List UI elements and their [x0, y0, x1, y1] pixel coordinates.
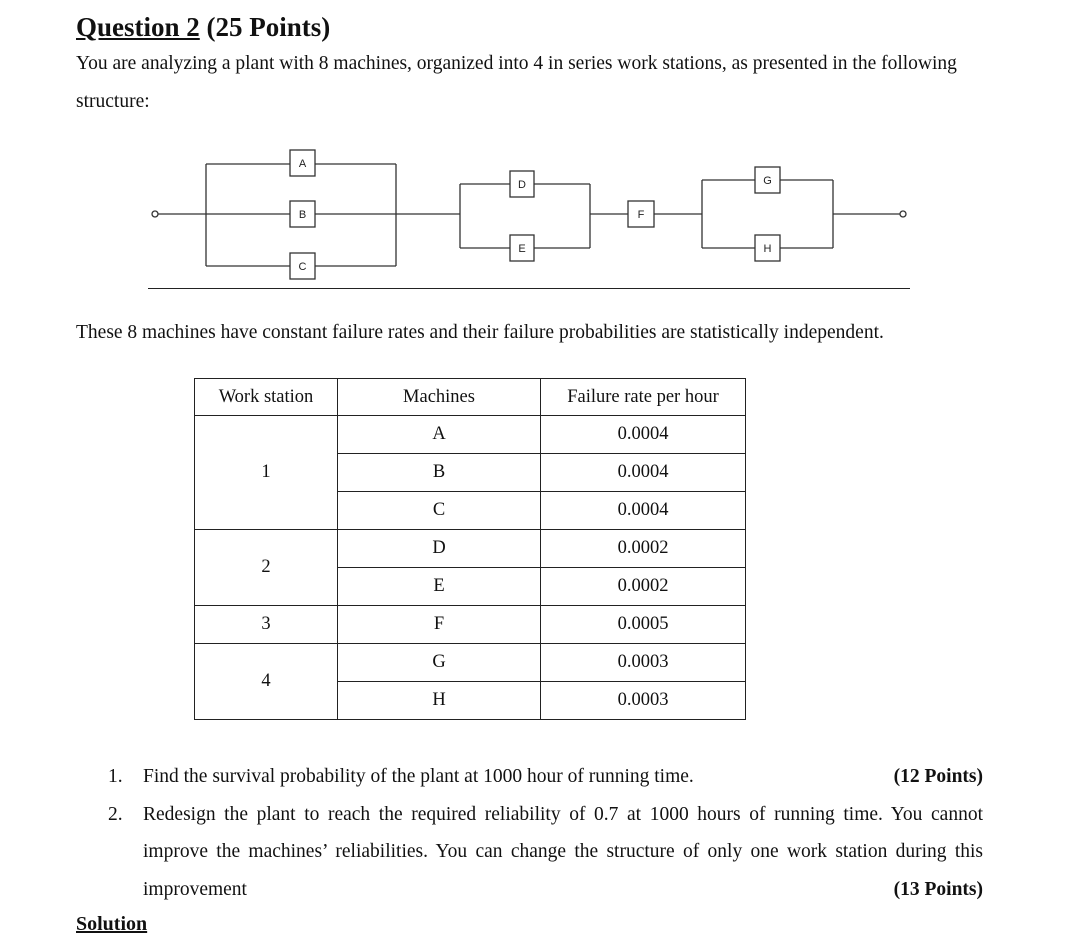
header-failure-rate: Failure rate per hour — [541, 379, 746, 416]
station-cell: 3 — [195, 606, 338, 644]
question-label: Question 2 — [76, 12, 200, 42]
output-terminal — [900, 211, 906, 217]
table-row — [195, 606, 746, 644]
machine-label: H — [763, 243, 772, 255]
reliability-block-diagram — [140, 140, 920, 290]
rate-cell: 0.0003 — [541, 644, 746, 682]
machine-cell: A — [338, 416, 541, 454]
rate-cell: 0.0004 — [541, 492, 746, 530]
header-work-station: Work station — [195, 379, 338, 416]
task-number: 1. — [108, 766, 123, 787]
rate-cell: 0.0004 — [541, 416, 746, 454]
machine-label: G — [763, 175, 772, 187]
machine-cell: G — [338, 644, 541, 682]
failure-rate-table — [194, 378, 746, 720]
rate-cell: 0.0003 — [541, 682, 746, 720]
machine-label: D — [518, 179, 526, 191]
divider-line — [148, 288, 910, 289]
machine-cell: F — [338, 606, 541, 644]
rate-cell: 0.0005 — [541, 606, 746, 644]
input-terminal — [152, 211, 158, 217]
machine-cell: E — [338, 568, 541, 606]
table-header-row — [195, 379, 746, 416]
machine-cell: C — [338, 492, 541, 530]
list-item — [108, 796, 983, 909]
station-cell: 4 — [195, 644, 338, 720]
machine-cell: H — [338, 682, 541, 720]
header-machines: Machines — [338, 379, 541, 416]
independence-statement: These 8 machines have constant failure rates and their failure probabilities are statistically independent. — [76, 322, 884, 343]
rate-cell: 0.0002 — [541, 530, 746, 568]
machine-label: C — [298, 261, 307, 273]
table-row — [195, 416, 746, 454]
table-row — [195, 644, 746, 682]
question-heading — [76, 12, 330, 43]
rate-cell: 0.0002 — [541, 568, 746, 606]
task-points: (13 Points) — [893, 878, 983, 900]
list-item — [108, 758, 983, 796]
task-number: 2. — [108, 803, 123, 825]
station-cell: 1 — [195, 416, 338, 530]
machine-label: E — [518, 243, 526, 255]
task-points: (12 Points) — [893, 766, 983, 787]
solution-label: Solution — [76, 913, 148, 935]
question-points: (25 Points) — [206, 12, 331, 42]
question-intro: You are analyzing a plant with 8 machines, organized into 4 in series work stations, as presented in the following structure: — [76, 53, 957, 112]
machine-label: A — [298, 158, 307, 170]
machine-cell: B — [338, 454, 541, 492]
machine-label: B — [298, 209, 307, 221]
task-list — [108, 758, 983, 908]
station-cell: 2 — [195, 530, 338, 606]
rate-cell: 0.0004 — [541, 454, 746, 492]
task-text: Redesign the plant to reach the required reliability of 0.7 at 1000 hours of running time. You cannot improve the machines’ reliabilities. You can change the structure of only one work station during this improvement — [143, 803, 983, 900]
table-row — [195, 530, 746, 568]
task-text: Find the survival probability of the plant at 1000 hour of running time. — [143, 766, 694, 787]
machine-label: F — [637, 209, 645, 221]
machine-cell: D — [338, 530, 541, 568]
